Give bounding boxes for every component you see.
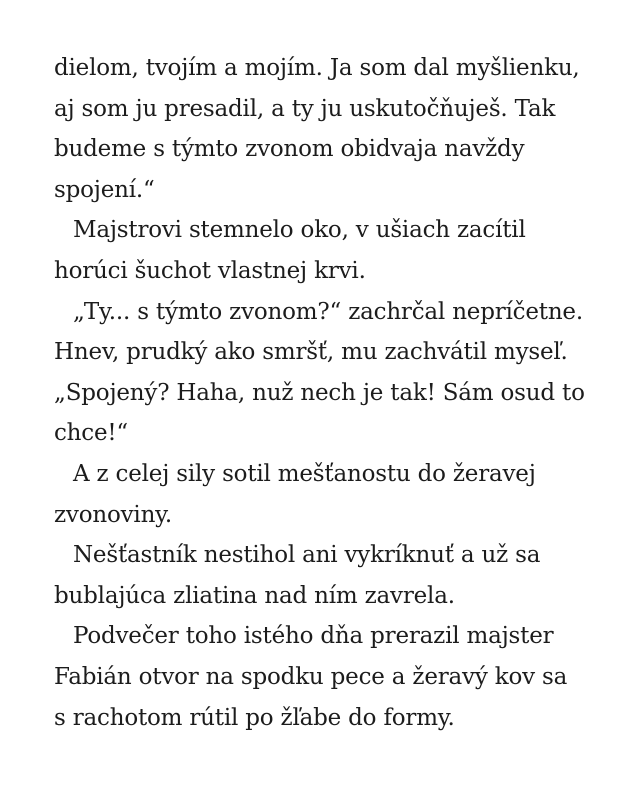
text-line: Hnev, prudký ako smršť, mu zachvátil myseľ. — [54, 339, 568, 366]
text-line: bublajúca zliatina nad ním zavrela. — [54, 582, 455, 609]
text-line: Podvečer toho istého dňa prerazil majster — [73, 623, 554, 650]
text-line: aj som ju presadil, a ty ju uskutočňuješ. Tak — [54, 95, 556, 122]
text-line: Nešťastník nestihol ani vykríknuť a už sa — [73, 542, 541, 569]
page-text — [54, 48, 614, 738]
text-line: Majstrovi stemnelo oko, v ušiach zacítil — [73, 217, 526, 244]
text-line: s rachotom rútil po žľabe do formy. — [54, 704, 455, 731]
text-line: „Ty... s týmto zvonom?“ zachrčal nepríčetne. — [73, 298, 583, 325]
text-line: budeme s týmto zvonom obidvaja navždy — [54, 136, 525, 163]
text-line: chce!“ — [54, 420, 128, 447]
text-line: zvonoviny. — [54, 501, 173, 528]
text-line: Fabián otvor na spodku pece a žeravý kov sa — [54, 663, 568, 690]
text-line: spojení.“ — [54, 176, 155, 203]
text-line: dielom, tvojím a mojím. Ja som dal myšlienku, — [54, 55, 580, 81]
text-line: A z celej sily sotil mešťanostu do žeravej — [73, 460, 536, 487]
text-line: horúci šuchot vlastnej krvi. — [54, 257, 366, 284]
text-line: „Spojený? Haha, nuž nech je tak! Sám osud to — [54, 379, 585, 406]
